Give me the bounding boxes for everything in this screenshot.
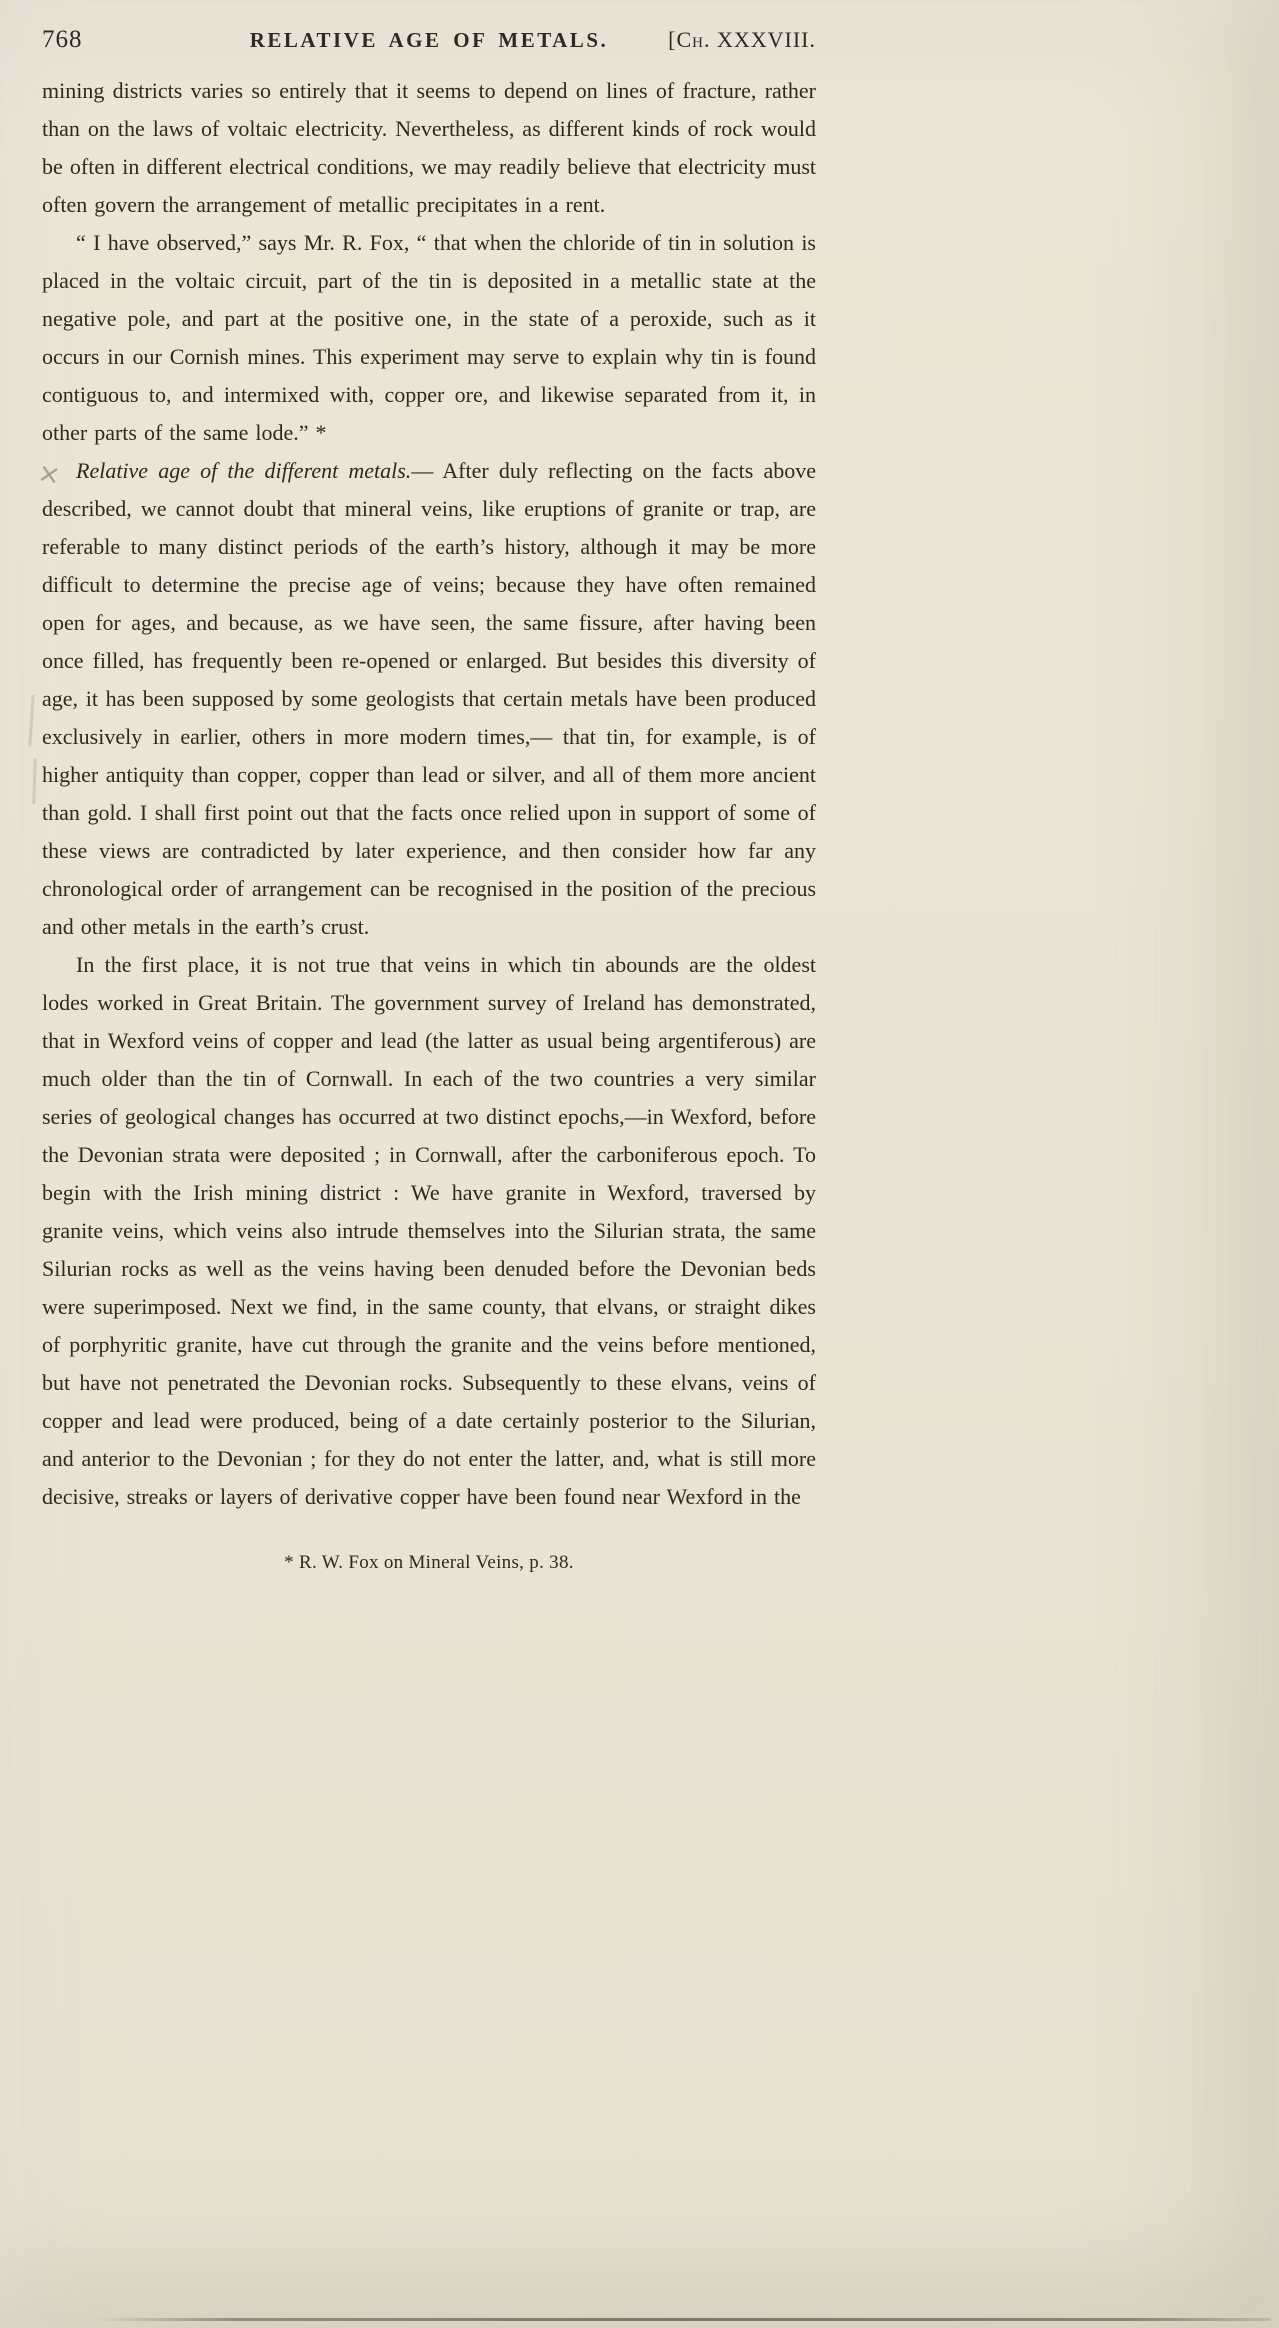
footnote: * R. W. Fox on Mineral Veins, p. 38.	[284, 1552, 574, 1573]
page-body	[35, 72, 816, 1516]
paragraph-relative-age	[35, 452, 816, 946]
page-number: 768	[42, 26, 83, 53]
pencil-cross-mark: ×	[35, 457, 63, 492]
pencil-margin-stroke	[32, 758, 37, 804]
text-column	[35, 26, 816, 1574]
paragraph-quotation: “ I have observed,” says Mr. R. Fox, “ that when the chloride of tin in solution is placed in the voltaic circuit, part of the tin is deposited in a metallic state at the negative pole, and part at the positive one, in the state of a peroxide, such as it occurs in our Cornish mines. This experiment may serve to explain why tin is found contiguous to, and intermixed with, copper ore, and likewise separated from it, in other parts of the same lode.” *	[42, 230, 816, 445]
chapter-reference: [Ch. XXXVIII.	[668, 27, 816, 52]
page-bottom-edge	[95, 2318, 1271, 2321]
paragraph-text: — After duly reflecting on the facts above described, we cannot doubt that mineral veins, like eruptions of granite or trap, are referable to many distinct periods of the earth’s history, although it may be more difficult to determine the precise age of veins; because they have often remained open for ages, and because, as we have seen, the same fissure, after having been once filled, has frequently been re-opened or enlarged. But besides this diversity of age, it has been supposed by some geologists that certain metals have been produced exclusively in earlier, others in more modern times,— that tin, for example, is of higher antiquity than copper, copper than lead or silver, and all of them more ancient than gold. I shall first point out that the facts once relied upon in support of some of these views are contradicted by later experience, and then consider how far any chronological order of arrangement can be recognised in the position of the precious and other metals in the earth’s crust.	[42, 458, 816, 939]
italic-section-lead: Relative age of the different metals.	[76, 458, 412, 483]
paragraph-continuation: mining districts varies so entirely that it seems to depend on lines of fracture, rather than on the laws of voltaic electricity. Nevertheless, as different kinds of rock would be often in different electrical conditions, we may readily believe that electricity must often govern the arrangement of metallic precipitates in a rent.	[42, 78, 816, 217]
page-footer	[42, 1552, 816, 1574]
running-head	[42, 26, 816, 54]
running-title: RELATIVE AGE OF METALS.	[249, 28, 609, 52]
pencil-margin-stroke	[28, 695, 35, 747]
paragraph-first-place: In the first place, it is not true that veins in which tin abounds are the oldest lodes worked in Great Britain. The government survey of Ireland has demonstrated, that in Wexford veins of copper and lead (the latter as usual being argentiferous) are much older than the tin of Cornwall. In each of the two countries a very similar series of geological changes has occurred at two distinct epochs,—in Wexford, before the Devonian strata were deposited ; in Cornwall, after the carboniferous epoch. To begin with the Irish mining district : We have granite in Wexford, traversed by granite veins, which veins also intrude themselves into the Silurian strata, the same Silurian rocks as well as the veins having been denuded before the Devonian beds were superimposed. Next we find, in the same county, that elvans, or straight dikes of porphyritic granite, have cut through the granite and the veins before mentioned, but have not penetrated the Devonian rocks. Subsequently to these elvans, veins of copper and lead were produced, being of a date certainly posterior to the Silurian, and anterior to the Devonian ; for they do not enter the latter, and, what is still more decisive, streaks or layers of derivative copper have been found near Wexford in the	[42, 952, 816, 1509]
